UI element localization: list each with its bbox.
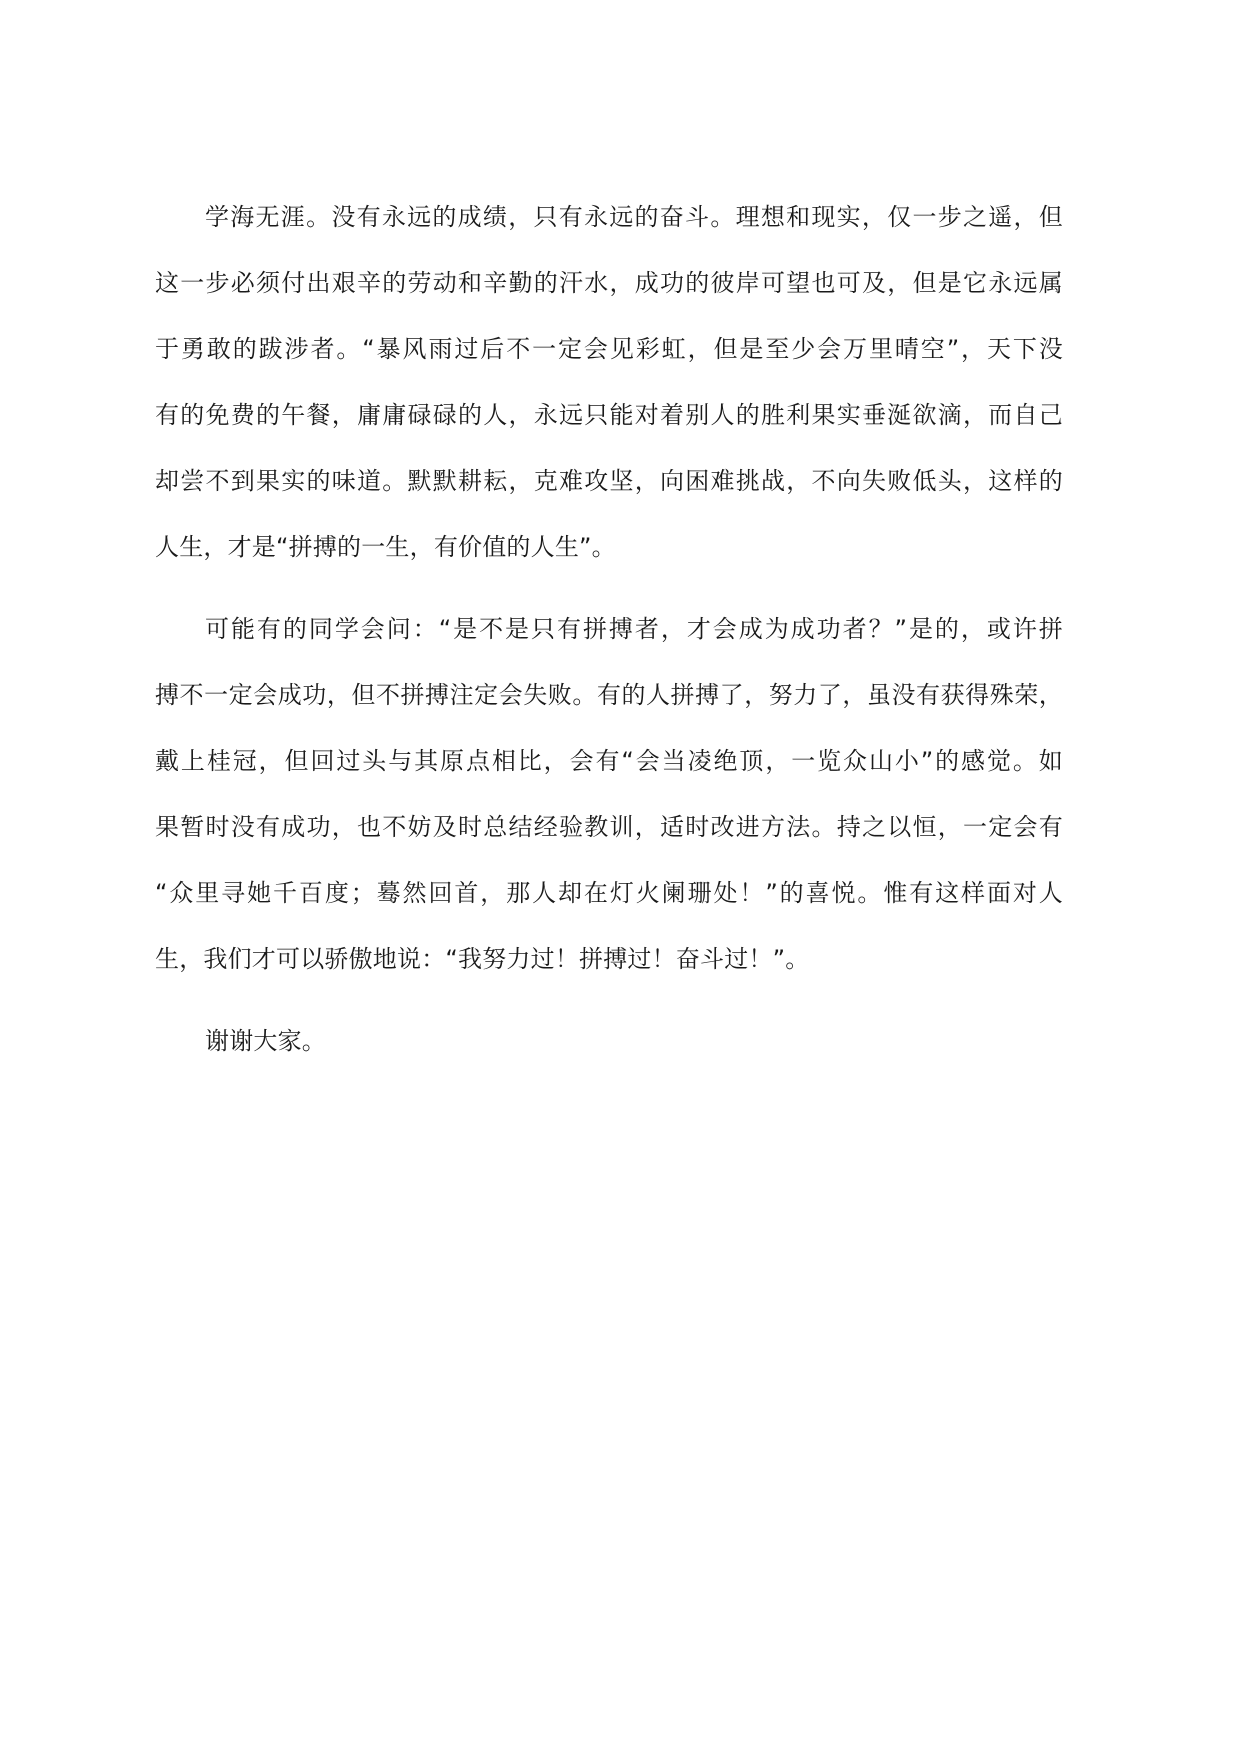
paragraph-2-line-3: 戴上桂冠，但回过头与其原点相比，会有“会当凌绝顶，一览众山小”的感觉。如 <box>155 747 1063 775</box>
paragraph-3 <box>155 1008 1063 1074</box>
paragraph-2-line-1: 可能有的同学会问：“是不是只有拼搏者，才会成为成功者？”是的，或许拼 <box>205 615 1063 643</box>
paragraph-1-line-2: 这一步必须付出艰辛的劳动和辛勤的汗水，成功的彼岸可望也可及，但是它永远属 <box>155 269 1063 297</box>
paragraph-1-line-1: 学海无涯。没有永远的成绩，只有永远的奋斗。理想和现实，仅一步之遥，但 <box>205 203 1063 231</box>
paragraph-2-line-6: 生，我们才可以骄傲地说：“我努力过！拼搏过！奋斗过！”。 <box>155 945 810 973</box>
paragraph-2-line-2: 搏不一定会成功，但不拼搏注定会失败。有的人拼搏了，努力了，虽没有获得殊荣， <box>155 681 1063 709</box>
document-body <box>155 184 1063 1090</box>
paragraph-2-line-4: 果暂时没有成功，也不妨及时总结经验教训，适时改进方法。持之以恒，一定会有 <box>155 813 1063 841</box>
paragraph-1-line-3: 于勇敢的跋涉者。“暴风雨过后不一定会见彩虹，但是至少会万里晴空”，天下没 <box>155 335 1063 363</box>
paragraph-2 <box>155 596 1063 992</box>
paragraph-2-line-5: “众里寻她千百度；蓦然回首，那人却在灯火阑珊处！”的喜悦。惟有这样面对人 <box>155 879 1063 907</box>
paragraph-3-line-1: 谢谢大家。 <box>205 1027 326 1055</box>
paragraph-1 <box>155 184 1063 580</box>
paragraph-1-line-4: 有的免费的午餐，庸庸碌碌的人，永远只能对着别人的胜利果实垂涎欲滴，而自己 <box>155 401 1063 429</box>
paragraph-1-line-5: 却尝不到果实的味道。默默耕耘，克难攻坚，向困难挑战，不向失败低头，这样的 <box>155 467 1063 495</box>
paragraph-1-line-6: 人生，才是“拼搏的一生，有价值的人生”。 <box>155 533 616 561</box>
